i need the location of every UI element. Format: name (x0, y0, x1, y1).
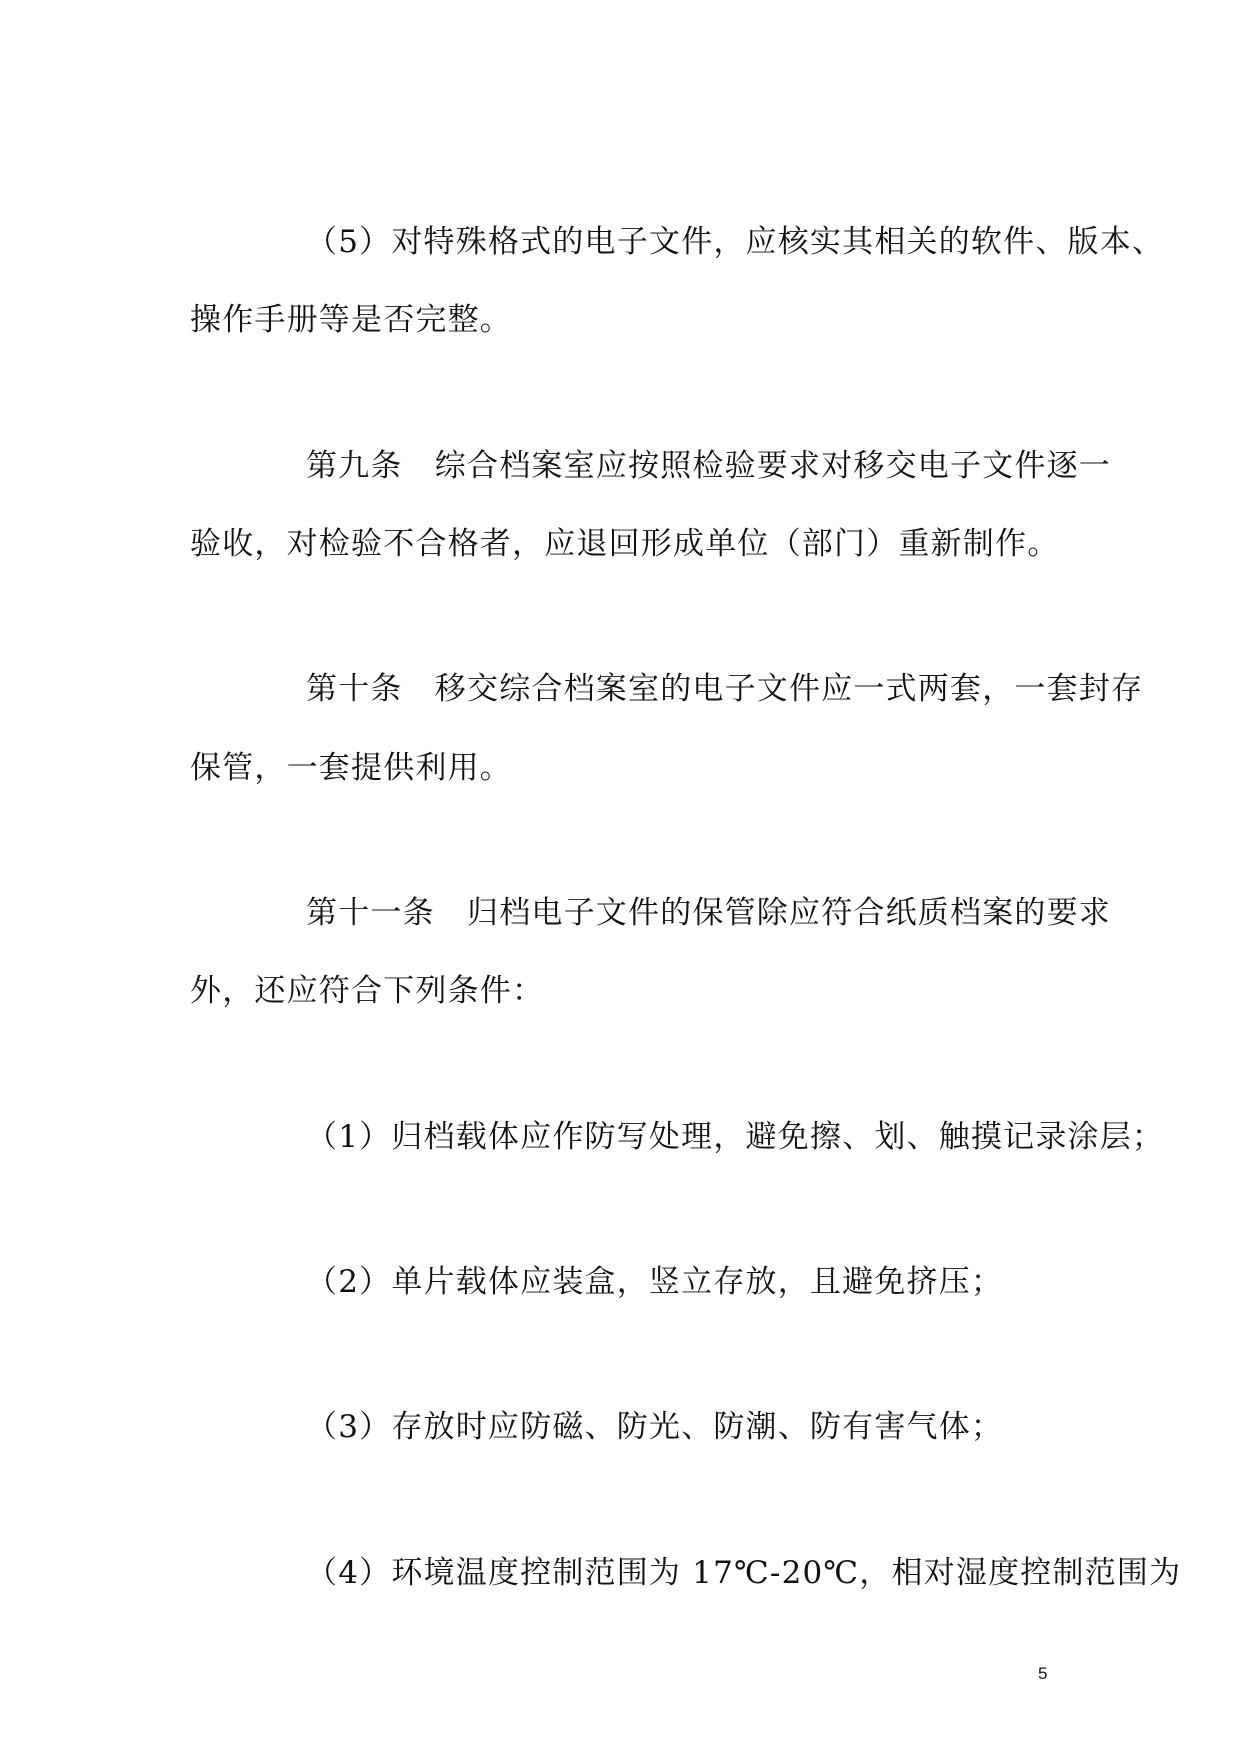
text-line-article-10: 第十条 移交综合档案室的电子文件应一式两套，一套封存 (306, 671, 1144, 707)
text-line-condition-3: （3）存放时应防磁、防光、防潮、防有害气体； (306, 1409, 1004, 1445)
text-line-article-10-continued: 保管，一套提供利用。 (190, 750, 512, 786)
page-number: 5 (1038, 1664, 1048, 1683)
text-line-condition-2: （2）单片载体应装盒，竖立存放，且避免挤压； (306, 1264, 1004, 1300)
text-line-item-5-continued: 操作手册等是否完整。 (190, 302, 512, 338)
text-line-article-9-continued: 验收，对检验不合格者，应退回形成单位（部门）重新制作。 (190, 526, 1060, 562)
text-line-article-9: 第九条 综合档案室应按照检验要求对移交电子文件逐一 (306, 448, 1111, 484)
text-line-article-11: 第十一条 归档电子文件的保管除应符合纸质档案的要求 (306, 895, 1111, 931)
text-line-condition-1: （1）归档载体应作防写处理，避免擦、划、触摸记录涂层； (306, 1119, 1165, 1155)
text-line-item-5: （5）对特殊格式的电子文件，应核实其相关的软件、版本、 (306, 224, 1165, 260)
text-line-condition-4: （4）环境温度控制范围为 17℃-20℃，相对湿度控制范围为 (306, 1555, 1182, 1591)
text-line-article-11-continued: 外，还应符合下列条件： (190, 973, 545, 1009)
